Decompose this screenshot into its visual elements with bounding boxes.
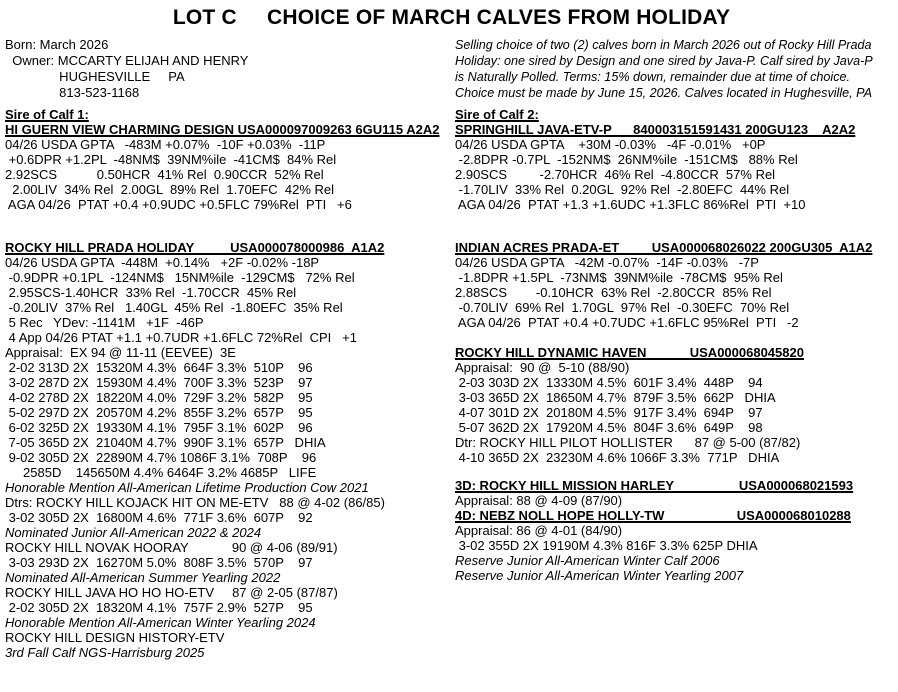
text-line: -0.9DPR +0.1PL -124NM$ 15NM%ile -129CM$ 72% Rel <box>5 270 355 285</box>
sire1-label: Sire of Calf 1: <box>5 107 89 122</box>
hope-holly-block <box>455 508 898 583</box>
header-info <box>5 37 898 101</box>
text-line: Appraisal: EX 94 @ 11-11 (EEVEE) 3E <box>5 345 236 360</box>
indian-acres-block <box>455 240 898 330</box>
text-line: -0.20LIV 37% Rel 1.40GL 45% Rel -1.80EFC 35% Rel <box>5 300 343 315</box>
text-line: 6-02 325D 2X 19330M 4.1% 795F 3.1% 602P 96 <box>5 420 313 435</box>
text-line: Choice must be made by June 15, 2026. Calves located in Hughesville, PA <box>455 86 872 100</box>
text-line: Reserve Junior All-American Winter Calf 2006 <box>455 553 720 568</box>
text-line: -1.70LIV 33% Rel 0.20GL 92% Rel -2.80EFC 44% Rel <box>455 182 790 197</box>
text-line: Dtr: ROCKY HILL PILOT HOLLISTER 87 @ 5-00 (87/82) <box>455 435 801 450</box>
fourth-dam-name: 4D: NEBZ NOLL HOPE HOLLY-TW USA000068010288 <box>455 508 851 523</box>
text-line: Appraisal: 88 @ 4-09 (87/90) <box>455 493 623 508</box>
text-line: 2.92SCS 0.50HCR 41% Rel 0.90CCR 52% Rel <box>5 167 324 182</box>
owner-phone-line: 813-523-1168 <box>5 85 140 100</box>
text-line: 4-02 278D 2X 18220M 4.0% 729F 3.2% 582P 95 <box>5 390 313 405</box>
text-line: is Naturally Polled. Terms: 15% down, remainder due at time of choice. <box>455 70 851 84</box>
prada-holiday-block <box>5 240 455 660</box>
page-title: LOT C CHOICE OF MARCH CALVES FROM HOLIDAY <box>172 6 731 29</box>
text-line: 4 App 04/26 PTAT +1.1 +0.7UDR +1.6FLC 72%Rel CPI +1 <box>5 330 357 345</box>
dynamic-haven-block <box>455 345 898 465</box>
text-line: 3rd Fall Calf NGS-Harrisburg 2025 <box>5 645 205 660</box>
text-line: AGA 04/26 PTAT +0.4 +0.7UDC +1.6FLC 95%Rel PTI -2 <box>455 315 799 330</box>
text-line: Nominated All-American Summer Yearling 2022 <box>5 570 281 585</box>
text-line: AGA 04/26 PTAT +1.3 +1.6UDC +1.3FLC 86%Rel PTI +10 <box>455 197 806 212</box>
text-line: Dtrs: ROCKY HILL KOJACK HIT ON ME-ETV 88 @ 4-02 (86/85) <box>5 495 385 510</box>
text-line: 3-03 293D 2X 16270M 5.0% 808F 3.5% 570P 97 <box>5 555 313 570</box>
left-column <box>5 107 455 660</box>
text-line: 3-03 365D 2X 18650M 4.7% 879F 3.5% 662P DHIA <box>455 390 776 405</box>
text-line: 3-02 287D 2X 15930M 4.4% 700F 3.3% 523P 97 <box>5 375 313 390</box>
text-line: -0.70LIV 69% Rel 1.70GL 97% Rel -0.30EFC 70% Rel <box>455 300 790 315</box>
text-line: Appraisal: 86 @ 4-01 (84/90) <box>455 523 623 538</box>
text-line: 5-07 362D 2X 17920M 4.5% 804F 3.6% 649P 98 <box>455 420 763 435</box>
text-line: 2585D 145650M 4.4% 6464F 3.2% 4685P LIFE <box>5 465 317 480</box>
text-line: 2-02 305D 2X 18320M 4.1% 757F 2.9% 527P 95 <box>5 600 313 615</box>
text-line: 2.95SCS-1.40HCR 33% Rel -1.70CCR 45% Rel <box>5 285 297 300</box>
text-line: 04/26 USDA GPTA -448M +0.14% +2F -0.02% -18P <box>5 255 320 270</box>
text-line: Honorable Mention All-American Winter Yearling 2024 <box>5 615 316 630</box>
text-line: +0.6DPR +1.2PL -48NM$ 39NM%ile -41CM$ 84% Rel <box>5 152 337 167</box>
text-line: 2-03 303D 2X 13330M 4.5% 601F 3.4% 448P 94 <box>455 375 763 390</box>
text-line: ROCKY HILL JAVA HO HO HO-ETV 87 @ 2-05 (87/87) <box>5 585 338 600</box>
text-line: Reserve Junior All-American Winter Yearling 2007 <box>455 568 744 583</box>
text-line: Nominated Junior All-American 2022 & 2024 <box>5 525 262 540</box>
text-line: ROCKY HILL DESIGN HISTORY-ETV <box>5 630 225 645</box>
text-line: 04/26 USDA GPTA +30M -0.03% -4F -0.01% +0P <box>455 137 766 152</box>
owner-city-line: HUGHESVILLE PA <box>5 69 185 84</box>
text-line: 2.00LIV 34% Rel 2.00GL 89% Rel 1.70EFC 42% Rel <box>5 182 335 197</box>
text-line: 2-02 313D 2X 15320M 4.3% 664F 3.3% 510P 96 <box>5 360 313 375</box>
mission-harley-block <box>455 478 898 508</box>
text-line: 04/26 USDA GPTA -483M +0.07% -10F +0.03% -11P <box>5 137 326 152</box>
text-line: 7-05 365D 2X 21040M 4.7% 990F 3.1% 657P DHIA <box>5 435 326 450</box>
text-line: 2.88SCS -0.10HCR 63% Rel -2.80CCR 85% Rel <box>455 285 772 300</box>
text-line: 3-02 305D 2X 16800M 4.6% 771F 3.6% 607P 92 <box>5 510 313 525</box>
sire1-name: HI GUERN VIEW CHARMING DESIGN USA000097009263 6GU115 A2A2 <box>5 122 440 137</box>
text-line: 5-02 297D 2X 20570M 4.2% 855F 3.2% 657P 95 <box>5 405 313 420</box>
sire2-name: SPRINGHILL JAVA-ETV-P 840003151591431 200GU123 A2A2 <box>455 122 856 137</box>
text-line: Selling choice of two (2) calves born in March 2026 out of Rocky Hill Prada <box>455 38 872 52</box>
text-line: -2.8DPR -0.7PL -152NM$ 26NM%ile -151CM$ 88% Rel <box>455 152 798 167</box>
text-line: 9-02 305D 2X 22890M 4.7% 1086F 3.1% 708P 96 <box>5 450 317 465</box>
granddam-name: INDIAN ACRES PRADA-ET USA000068026022 200GU305 A1A2 <box>455 240 873 255</box>
owner-block <box>5 37 455 101</box>
third-dam-name: ROCKY HILL DYNAMIC HAVEN USA000068045820 <box>455 345 804 360</box>
born-line: Born: March 2026 <box>5 37 109 52</box>
text-line: 3-02 355D 2X 19190M 4.3% 816F 3.3% 625P DHIA <box>455 538 758 553</box>
third-dam-alt-name: 3D: ROCKY HILL MISSION HARLEY USA000068021593 <box>455 478 854 493</box>
right-column <box>455 107 898 660</box>
sire1-block <box>5 107 455 212</box>
text-line: Holiday: one sired by Design and one sired by Java-P. Calf sired by Java-P <box>455 54 873 68</box>
sale-notice <box>455 37 898 101</box>
pedigree-columns <box>5 107 898 660</box>
text-line: 2.90SCS -2.70HCR 46% Rel -4.80CCR 57% Rel <box>455 167 776 182</box>
text-line: -1.8DPR +1.5PL -73NM$ 39NM%ile -78CM$ 95% Rel <box>455 270 783 285</box>
dam-name: ROCKY HILL PRADA HOLIDAY USA000078000986 A1A2 <box>5 240 385 255</box>
sire2-block <box>455 107 898 212</box>
sire2-label: Sire of Calf 2: <box>455 107 539 122</box>
text-line: 5 Rec YDev: -1141M +1F -46P <box>5 315 204 330</box>
text-line: Appraisal: 90 @ 5-10 (88/90) <box>455 360 630 375</box>
text-line: 4-10 365D 2X 23230M 4.6% 1066F 3.3% 771P DHIA <box>455 450 780 465</box>
text-line: ROCKY HILL NOVAK HOORAY 90 @ 4-06 (89/91) <box>5 540 338 555</box>
text-line: 4-07 301D 2X 20180M 4.5% 917F 3.4% 694P 97 <box>455 405 763 420</box>
text-line: 04/26 USDA GPTA -42M -0.07% -14F -0.03% -7P <box>455 255 759 270</box>
text-line: Honorable Mention All-American Lifetime Production Cow 2021 <box>5 480 369 495</box>
owner-line: Owner: MCCARTY ELIJAH AND HENRY <box>5 53 249 68</box>
text-line: AGA 04/26 PTAT +0.4 +0.9UDC +0.5FLC 79%Rel PTI +6 <box>5 197 352 212</box>
